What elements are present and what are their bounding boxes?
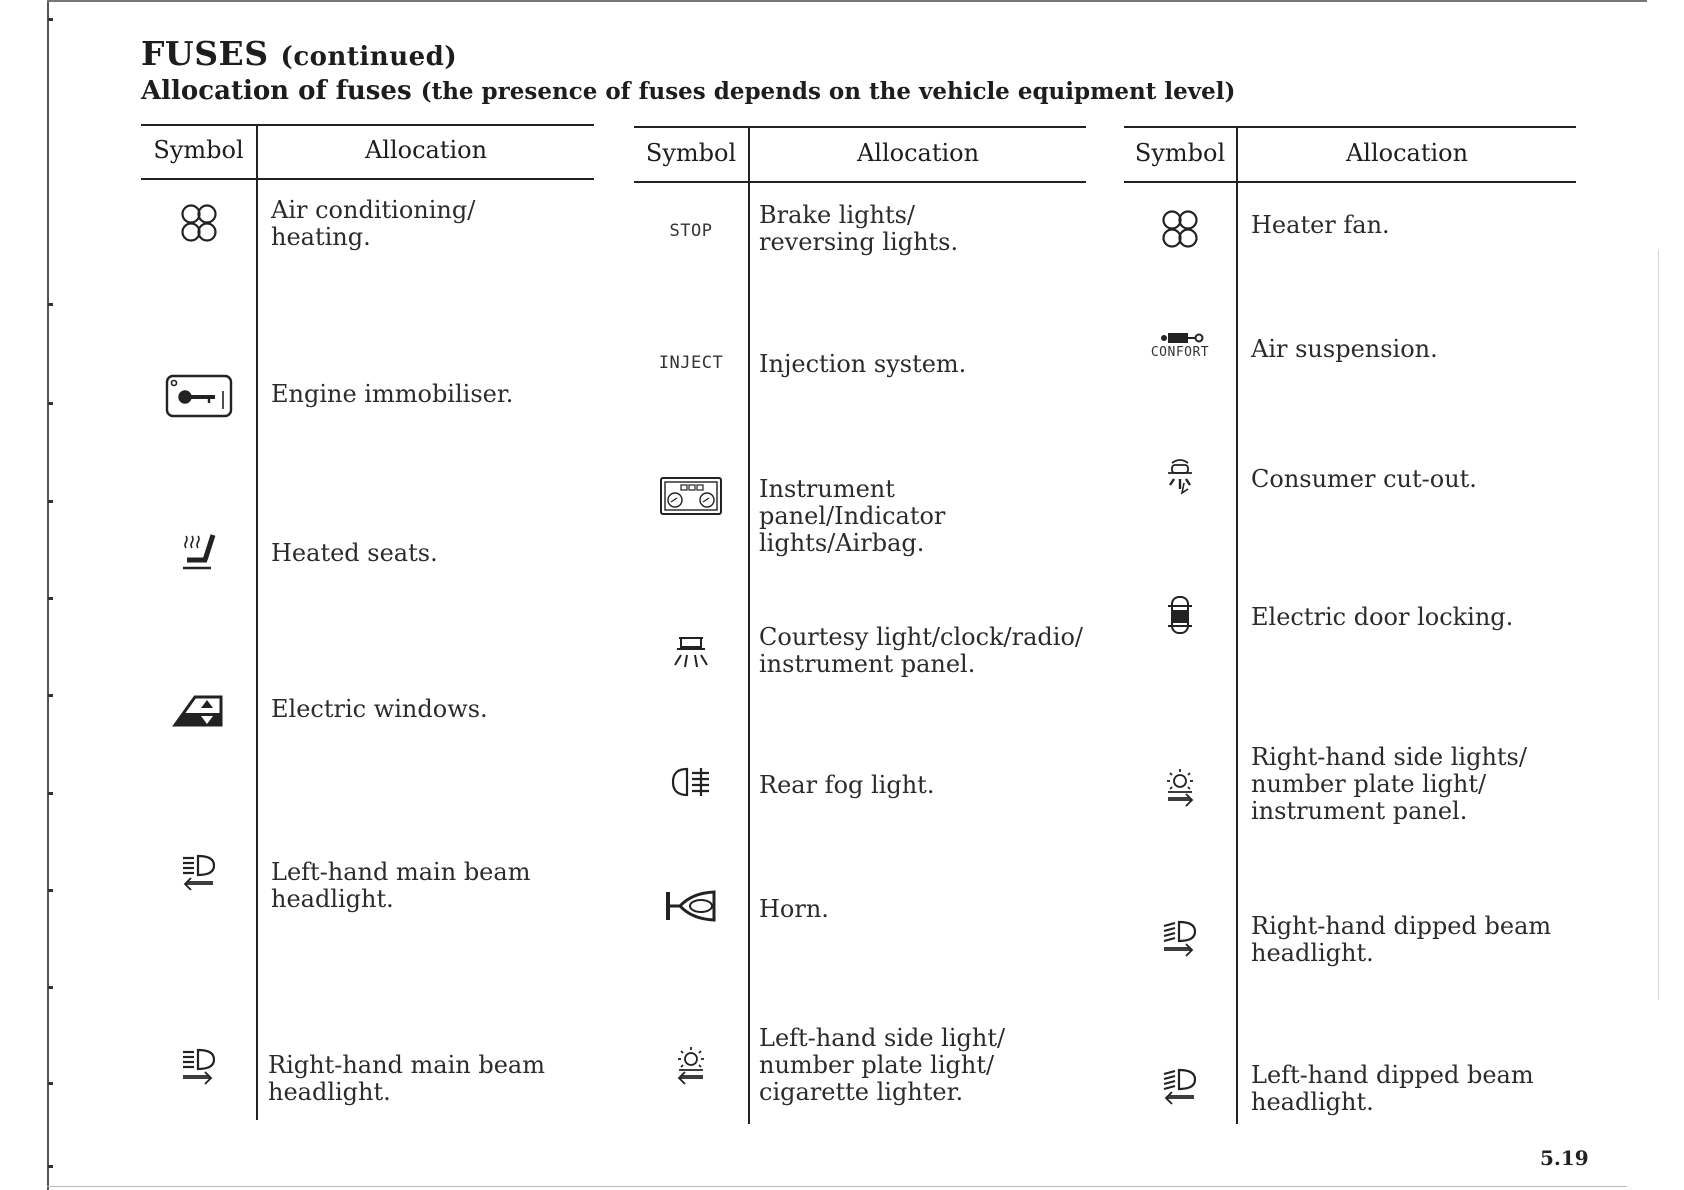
allocation-line: Electric door locking. <box>1251 603 1514 631</box>
title-suffix: (continued) <box>280 42 458 72</box>
allocation-line: Right-hand side lights/ <box>1251 743 1527 771</box>
table-row-allocation <box>271 696 488 723</box>
side-light-left-icon <box>673 1045 709 1087</box>
page-number: 5.19 <box>1540 1146 1589 1170</box>
binding-mark <box>48 1082 53 1085</box>
table-header-rule <box>141 178 594 180</box>
table-row-symbol <box>1124 454 1236 498</box>
column-divider <box>1236 126 1238 1124</box>
table-row-symbol <box>141 372 256 420</box>
allocation-line: heating. <box>271 223 371 251</box>
allocation-line: lights/Airbag. <box>759 529 925 557</box>
table-row-allocation <box>1251 212 1390 239</box>
column-divider <box>748 126 750 1124</box>
allocation-header: Allocation <box>856 139 980 167</box>
allocation-line: headlight. <box>1251 1088 1374 1116</box>
allocation-line: headlight. <box>271 885 394 913</box>
table-row-allocation <box>271 381 513 408</box>
heated-seat-icon <box>179 532 219 574</box>
allocation-line: Heated seats. <box>271 539 438 567</box>
allocation-line: Left-hand dipped beam <box>1251 1061 1534 1089</box>
rear-fog-icon <box>669 765 713 799</box>
page-title <box>141 34 457 73</box>
table-top-rule <box>141 124 594 126</box>
allocation-line: Right-hand dipped beam <box>1251 912 1552 940</box>
allocation-line: Consumer cut-out. <box>1251 465 1477 493</box>
table-row-allocation <box>271 540 438 567</box>
door-lock-icon <box>1164 594 1196 636</box>
binding-mark <box>48 402 53 405</box>
allocation-line: Heater fan. <box>1251 211 1390 239</box>
allocation-line: Air suspension. <box>1251 335 1438 363</box>
table-row-symbol <box>1124 1064 1236 1108</box>
table-row-symbol <box>1124 205 1236 253</box>
air-suspension-icon <box>1155 331 1205 345</box>
allocation-line: instrument panel. <box>759 650 976 678</box>
table-row-symbol <box>141 197 256 249</box>
stop-text-icon: STOP <box>669 221 713 241</box>
page-right-edge <box>1658 250 1659 1000</box>
electric-window-icon <box>171 687 227 729</box>
allocation-line: number plate light/ <box>759 1051 995 1079</box>
table-row-symbol <box>634 216 748 246</box>
table-row-allocation <box>1251 336 1438 363</box>
allocation-line: Engine immobiliser. <box>271 380 514 408</box>
allocation-line: reversing lights. <box>759 228 959 256</box>
allocation-line: cigarette lighter. <box>759 1078 964 1106</box>
inject-text-icon: INJECT <box>658 353 724 373</box>
table-row-allocation <box>759 624 1083 678</box>
table-row-allocation <box>1251 1062 1534 1116</box>
allocation-line: Right-hand main beam <box>268 1051 545 1079</box>
symbol-header: Symbol <box>153 136 244 164</box>
table-row-symbol <box>634 631 748 675</box>
fan-icon <box>1160 208 1200 250</box>
fuse-table-3 <box>1124 126 1576 1126</box>
table-row-symbol <box>1124 916 1236 960</box>
allocation-line: Left-hand main beam <box>271 858 531 886</box>
subtitle-note: (the presence of fuses depends on the vehicle equipment level) <box>420 78 1236 105</box>
table-row-symbol <box>141 850 256 894</box>
table-row-allocation <box>268 1052 545 1106</box>
table-row-symbol <box>634 886 748 926</box>
table-row-allocation <box>1251 744 1527 825</box>
dipped-beam-right-icon <box>1160 918 1200 958</box>
dipped-beam-left-icon <box>1160 1066 1200 1106</box>
page-subtitle <box>141 76 1235 106</box>
side-light-right-icon <box>1162 767 1198 809</box>
table-row-allocation <box>271 859 530 913</box>
allocation-line: Instrument panel/Indicator <box>759 475 946 530</box>
allocation-line: headlight. <box>268 1078 391 1106</box>
binding-mark <box>48 597 53 600</box>
table-row-allocation <box>759 1025 1005 1106</box>
table-row-symbol <box>1124 593 1236 637</box>
horn-icon <box>664 889 718 923</box>
table-header-rule <box>634 181 1086 183</box>
instrument-panel-icon <box>659 476 723 516</box>
table-top-rule <box>634 126 1086 128</box>
binding-mark <box>48 18 53 21</box>
allocation-line: Horn. <box>759 895 829 923</box>
fuse-table-1 <box>141 124 594 1124</box>
table-row-symbol <box>634 762 748 802</box>
table-row-allocation <box>759 202 958 256</box>
table-row-allocation <box>1251 913 1551 967</box>
title-text: FUSES <box>141 34 269 73</box>
table-row-symbol <box>634 474 748 518</box>
binding-mark <box>48 986 53 989</box>
table-row-allocation <box>1251 604 1513 631</box>
table-row-symbol <box>634 1044 748 1088</box>
table-row-allocation <box>759 476 1086 557</box>
consumer-cutout-icon <box>1160 455 1200 497</box>
binding-mark <box>48 500 53 503</box>
table-row-allocation <box>759 896 829 923</box>
confort-label: CONFORT <box>1150 344 1210 360</box>
binding-mark <box>48 792 53 795</box>
symbol-header: Symbol <box>1134 139 1226 167</box>
page-bottom-edge <box>47 1186 1627 1187</box>
table-row-allocation <box>759 351 966 378</box>
table-row-allocation <box>271 197 475 251</box>
fuse-table-2 <box>634 126 1086 1126</box>
allocation-header: Allocation <box>364 136 488 164</box>
table-top-rule <box>1124 126 1576 128</box>
fan-icon <box>179 202 219 244</box>
allocation-line: headlight. <box>1251 939 1374 967</box>
table-row-allocation <box>759 772 934 799</box>
table-row-symbol <box>141 529 256 577</box>
binding-mark <box>48 1165 53 1168</box>
main-beam-left-icon <box>179 852 219 892</box>
allocation-line: Brake lights/ <box>759 201 916 229</box>
column-divider <box>256 124 258 1120</box>
page-top-edge <box>47 0 1647 2</box>
allocation-line: Rear fog light. <box>759 771 935 799</box>
allocation-line: Left-hand side light/ <box>759 1024 1006 1052</box>
binding-mark <box>48 303 53 306</box>
allocation-line: instrument panel. <box>1251 797 1468 825</box>
symbol-header: Symbol <box>645 139 737 167</box>
table-row-symbol <box>634 348 748 378</box>
allocation-line: number plate light/ <box>1251 770 1487 798</box>
page-left-edge <box>47 0 49 1190</box>
allocation-line: Electric windows. <box>271 695 488 723</box>
allocation-line: Courtesy light/clock/radio/ <box>759 623 1083 651</box>
binding-mark <box>48 694 53 697</box>
allocation-line: Injection system. <box>759 350 967 378</box>
table-row-symbol <box>1124 322 1236 368</box>
allocation-header: Allocation <box>1345 139 1469 167</box>
main-beam-right-icon <box>179 1046 219 1086</box>
table-row-symbol <box>141 684 256 732</box>
binding-mark <box>48 889 53 892</box>
table-header-rule <box>1124 181 1576 183</box>
key-immobiliser-icon <box>165 374 233 418</box>
subtitle-text: Allocation of fuses <box>141 76 412 106</box>
courtesy-light-icon <box>667 633 715 673</box>
table-row-symbol <box>1124 766 1236 810</box>
table-row-allocation <box>1251 466 1477 493</box>
allocation-line: Air conditioning/ <box>271 196 476 224</box>
table-row-symbol <box>141 1044 256 1088</box>
